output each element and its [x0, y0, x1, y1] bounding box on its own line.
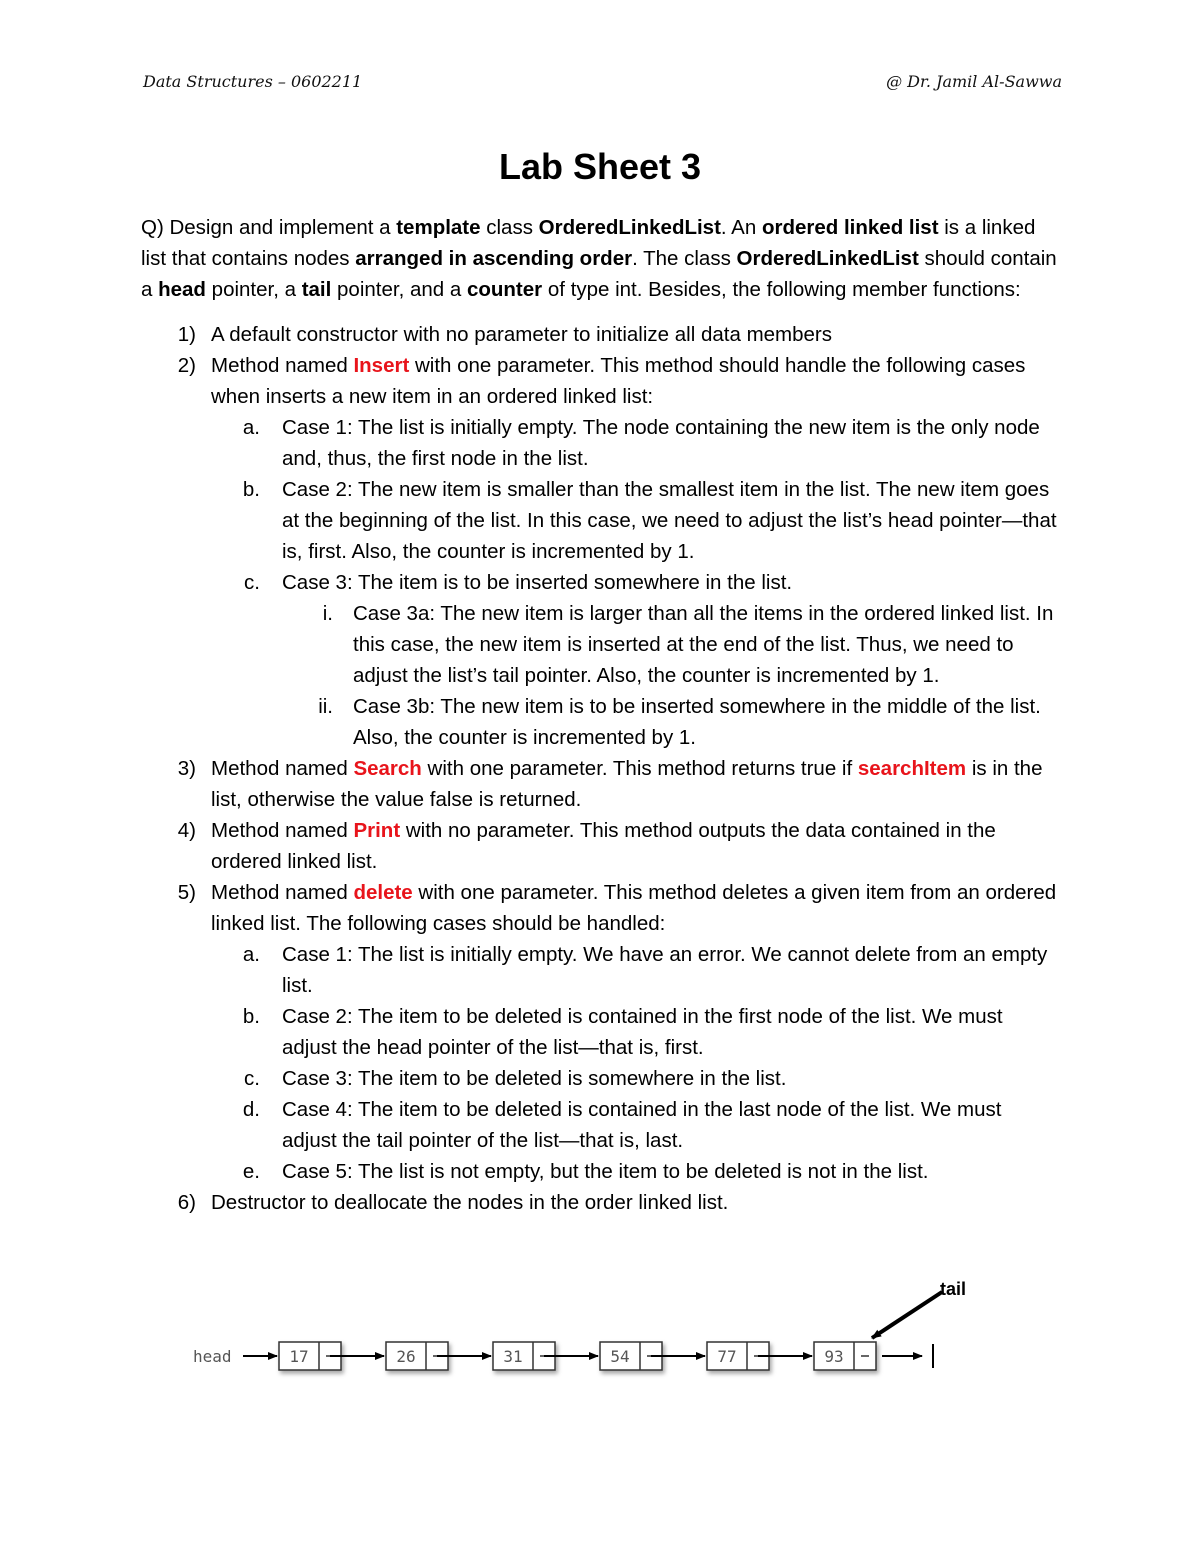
- list-marker: b.: [242, 478, 260, 501]
- page-header-course: Data Structures – 0602211: [143, 72, 363, 91]
- list-item-text: Case 2: The new item is smaller than the smallest item in the list. The new item goes at the beginning of the list. In this case, we need to adjust the list’s head pointer—that is, first. Also, the counter is incremented by 1.: [282, 478, 1057, 563]
- head-label: head: [193, 1347, 232, 1366]
- list-item-text: with one parameter. This method deletes a given item from an ordered linked list. The following cases should be handled:: [211, 881, 1057, 935]
- intro-bold: arranged in ascending order: [355, 247, 633, 270]
- page-title: Lab Sheet 3: [498, 146, 702, 187]
- list-item-text: with no parameter. This method outputs the data contained in the ordered linked list.: [211, 819, 996, 873]
- node-value: 26: [396, 1347, 416, 1366]
- method-name-delete: delete: [353, 881, 413, 904]
- list-marker: 1): [177, 323, 196, 346]
- list-subitem-2b: [141, 474, 1061, 567]
- list-item-4: [141, 815, 1061, 877]
- method-name-print: Print: [353, 819, 401, 842]
- method-name-insert: Insert: [353, 354, 410, 377]
- node-value: 17: [289, 1347, 309, 1366]
- intro-paragraph: [141, 212, 1061, 305]
- list-marker: a.: [242, 416, 260, 439]
- intro-bold: counter: [466, 278, 543, 301]
- intro-text: Q) Design and implement a: [141, 216, 397, 239]
- list-item-6: [141, 1187, 1061, 1218]
- intro-bold: tail: [301, 278, 332, 301]
- intro-bold: head: [158, 278, 206, 301]
- intro-bold: OrderedLinkedList: [736, 247, 919, 270]
- list-subitem-5c: [141, 1063, 1061, 1094]
- list-item-text: Case 4: The item to be deleted is contained in the last node of the list. We must adjust the tail pointer of the list—that is, last.: [282, 1098, 1002, 1152]
- list-item-text: Case 1: The list is initially empty. We have an error. We cannot delete from an empty list.: [282, 943, 1048, 997]
- param-name-searchitem: searchItem: [857, 757, 967, 780]
- intro-text: pointer, a: [205, 278, 302, 301]
- list-item-text: Case 1: The list is initially empty. The node containing the new item is the only node and, thus, the first node in the list.: [282, 416, 1040, 470]
- list-item-text: Destructor to deallocate the nodes in the order linked list.: [211, 1191, 729, 1214]
- list-marker: ii.: [318, 695, 333, 718]
- list-item-text: Case 3a: The new item is larger than all the items in the ordered linked list. In this case, the new item is inserted at the end of the list. Thus, we need to adjust the list’s tail pointer. Also, the counter is incremented by 1.: [353, 602, 1054, 687]
- list-marker: b.: [242, 1005, 260, 1028]
- intro-text: should contain a: [141, 247, 1057, 301]
- list-item-text: Method named: [211, 354, 354, 377]
- list-marker: c.: [244, 571, 260, 594]
- method-name-search: Search: [353, 757, 422, 780]
- list-marker: d.: [242, 1098, 260, 1121]
- list-marker: 5): [177, 881, 196, 904]
- list-marker: a.: [242, 943, 260, 966]
- list-item-text: Case 3b: The new item is to be inserted somewhere in the middle of the list. Also, the counter is incremented by 1.: [353, 695, 1041, 749]
- list-node: [814, 1342, 876, 1370]
- node-value: 93: [824, 1347, 844, 1366]
- list-subitem-5a: [141, 939, 1061, 1001]
- nodes-layer: [279, 1342, 876, 1370]
- list-item-text: with one parameter. This method returns true if: [421, 757, 858, 780]
- intro-bold: template: [396, 216, 481, 239]
- list-item-text: A default constructor with no parameter to initialize all data members: [211, 323, 832, 346]
- list-marker: 3): [177, 757, 196, 780]
- list-item-text: Case 2: The item to be deleted is contained in the first node of the list. We must adjust the head pointer of the list—that is, first.: [282, 1005, 1003, 1059]
- list-subitem-2c: [141, 567, 1061, 598]
- list-subitem-5d: [141, 1094, 1061, 1156]
- list-item-text: Case 3: The item is to be inserted somewhere in the list.: [282, 571, 793, 594]
- list-node: [707, 1342, 812, 1370]
- list-marker: 4): [177, 819, 196, 842]
- list-item-text: is in the list, otherwise the value false is returned.: [211, 757, 1043, 811]
- list-subitem-2a: [141, 412, 1061, 474]
- list-item-1: [141, 319, 1061, 350]
- list-subitem-5e: [141, 1156, 1061, 1187]
- page-header-author: @ Dr. Jamil Al-Sawwa: [886, 72, 1062, 91]
- intro-text: is a linked list that contains nodes: [141, 216, 1036, 270]
- list-item-text: Method named: [211, 819, 354, 842]
- list-node: [600, 1342, 705, 1370]
- list-item-text: with one parameter. This method should handle the following cases when inserts a new item in an ordered linked list:: [211, 354, 1026, 408]
- list-item-text: Method named: [211, 757, 354, 780]
- list-marker: i.: [322, 602, 333, 625]
- list-node: [386, 1342, 491, 1370]
- tail-pointer-arrow: [872, 1292, 942, 1338]
- list-item-2: [141, 350, 1061, 412]
- list-node: [493, 1342, 598, 1370]
- linked-list-diagram: [0, 1270, 1200, 1390]
- list-node: [279, 1342, 384, 1370]
- intro-text: of type int. Besides, the following member functions:: [542, 278, 1021, 301]
- list-subitem-2c-ii: [141, 691, 1061, 753]
- list-subitem-2c-i: [141, 598, 1061, 691]
- intro-text: class: [480, 216, 539, 239]
- list-marker: c.: [244, 1067, 260, 1090]
- list-item-text: Case 3: The item to be deleted is somewhere in the list.: [282, 1067, 787, 1090]
- node-value: 31: [503, 1347, 523, 1366]
- list-marker: 2): [177, 354, 196, 377]
- list-marker: 6): [177, 1191, 196, 1214]
- tail-label: tail: [940, 1279, 967, 1299]
- list-item-5: [141, 877, 1061, 939]
- intro-text: pointer, and a: [331, 278, 467, 301]
- node-value: 54: [610, 1347, 630, 1366]
- list-item-text: Case 5: The list is not empty, but the item to be deleted is not in the list.: [282, 1160, 929, 1183]
- list-item-3: [141, 753, 1061, 815]
- list-subitem-5b: [141, 1001, 1061, 1063]
- list-marker: e.: [242, 1160, 260, 1183]
- node-value: 77: [717, 1347, 737, 1366]
- document-body: [141, 212, 1061, 1218]
- intro-text: . An: [720, 216, 762, 239]
- intro-bold: ordered linked list: [761, 216, 939, 239]
- intro-text: . The class: [632, 247, 737, 270]
- intro-bold: OrderedLinkedList: [538, 216, 721, 239]
- list-item-text: Method named: [211, 881, 354, 904]
